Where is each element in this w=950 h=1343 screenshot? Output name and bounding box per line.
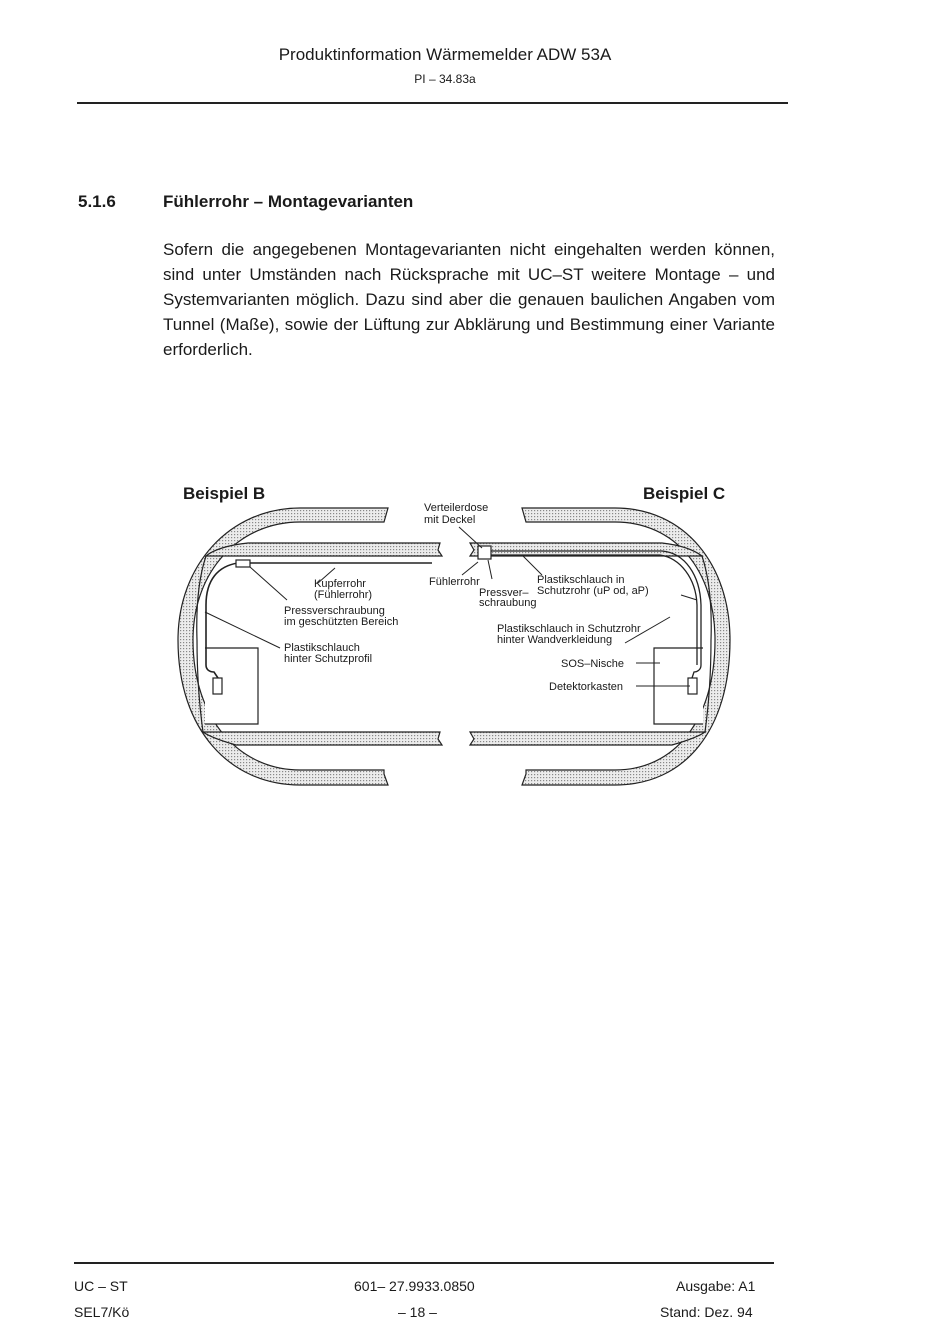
label-plastikschlauch-b: Plastikschlauch xyxy=(284,642,360,654)
label-fuehlerrohr-c: Fühlerrohr xyxy=(429,576,480,588)
label-kupferrohr-sub: (Fühlerrohr) xyxy=(314,589,373,601)
label-pressverschraubung: Pressverschraubung xyxy=(284,605,385,617)
document-number: PI – 34.83a xyxy=(414,72,476,86)
example-c-title: Beispiel C xyxy=(643,484,726,503)
body-line: baulichen Angaben vom Tunnel (Maße), sowie der Lüftung zur Abklärung xyxy=(163,290,775,334)
footer-date: Stand: Dez. 94 xyxy=(660,1304,753,1320)
label-plastikschlauch-wand: Plastikschlauch in Schutzrohr xyxy=(497,623,641,635)
body-line: und Bestimmung einer Variante erforderlich. xyxy=(163,315,776,359)
detektorkasten-b xyxy=(213,678,222,694)
verteilerdose-c xyxy=(478,546,491,559)
body-line: Montage – und Systemvarianten möglich. Dazu sind aber die genauen xyxy=(163,265,775,309)
label-plastikschlauch-schutzrohr: Plastikschlauch in xyxy=(537,574,625,586)
tunnel-c xyxy=(470,508,730,785)
example-b-title: Beispiel B xyxy=(183,484,266,503)
pressverschraubung-b xyxy=(236,560,250,567)
footer-page-number: – 18 – xyxy=(398,1304,437,1320)
label-plastikschlauch-wand-sub: hinter Wandverkleidung xyxy=(497,634,613,646)
label-pressverschraubung-c-sub: schraubung xyxy=(479,597,537,609)
label-verteilerdose-sub: mit Deckel xyxy=(424,514,476,526)
footer-author: SEL7/Kö xyxy=(74,1304,130,1320)
footer-department: UC – ST xyxy=(74,1278,128,1294)
footer-doc-number: 601– 27.9933.0850 xyxy=(354,1278,475,1294)
tunnel-c-ceiling-slab xyxy=(470,543,702,556)
body-line: Sofern die angegebenen Montagevarianten nicht eingehalten werden xyxy=(163,240,715,259)
footer-divider xyxy=(74,1262,774,1264)
tunnel-b-ceiling-slab xyxy=(206,543,442,556)
section-number: 5.1.6 xyxy=(78,192,116,211)
label-sos-nische: SOS–Nische xyxy=(561,658,624,670)
body-line: können, sind unter Umständen nach Rücksprache mit UC–ST weitere xyxy=(163,240,775,284)
section-title: Fühlerrohr – Montagevarianten xyxy=(163,192,414,211)
label-pressverschraubung-sub: im geschützten Bereich xyxy=(284,616,399,628)
footer-edition: Ausgabe: A1 xyxy=(676,1278,756,1294)
label-verteilerdose: Verteilerdose xyxy=(424,502,489,514)
tunnel-c-floor-slab xyxy=(470,732,705,745)
label-pressverschraubung-c: Pressver– xyxy=(479,587,529,599)
label-plastikschlauch-schutzrohr-sub: Schutzrohr (uP od, aP) xyxy=(537,585,649,597)
label-kupferrohr: Kupferrohr xyxy=(314,578,366,590)
tunnel-b-floor-slab xyxy=(203,732,442,745)
document-title: Produktinformation Wärmemelder ADW 53A xyxy=(278,45,612,64)
label-detektorkasten: Detektorkasten xyxy=(549,681,623,693)
label-plastikschlauch-b-sub: hinter Schutzprofil xyxy=(284,653,373,665)
